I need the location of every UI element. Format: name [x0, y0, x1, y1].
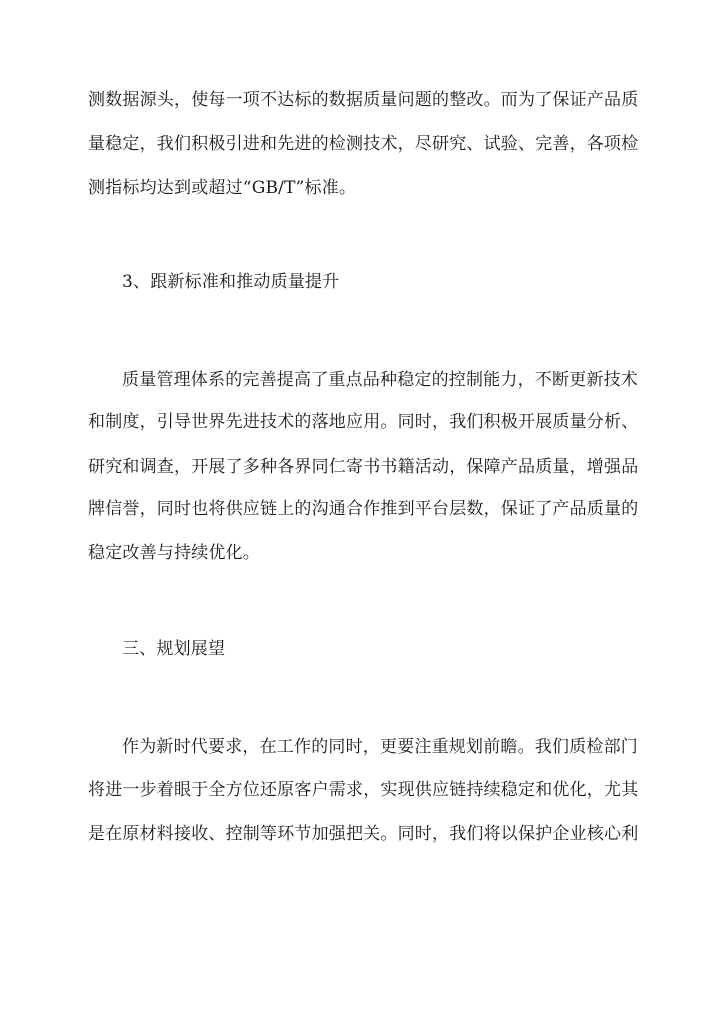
section-heading: 三、规划展望 — [122, 639, 226, 659]
paragraph-2-line-5: 稳定改善与持续优化。 — [88, 543, 260, 563]
paragraph-1-line-1: 测数据源头，使每一项不达标的数据质量问题的整改。而为了保证产品质 — [88, 90, 639, 110]
subsection-heading: 3、跟新标准和推动质量提升 — [122, 272, 340, 292]
paragraph-1-line-3: 测指标均达到或超过“GB/T”标准。 — [88, 178, 357, 198]
paragraph-2-line-3: 研究和调查，开展了多种各界同仁寄书书籍活动，保障产品质量，增强品 — [88, 457, 639, 477]
paragraph-3-line-1: 作为新时代要求，在工作的同时，更要注重规划前瞻。我们质检部门 — [122, 737, 638, 757]
paragraph-2-line-1: 质量管理体系的完善提高了重点品种稳定的控制能力，不断更新技术 — [122, 370, 638, 390]
paragraph-1-line-2: 量稳定，我们积极引进和先进的检测技术，尽研究、试验、完善，各项检 — [88, 134, 639, 154]
paragraph-2-line-2: 和制度，引导世界先进技术的落地应用。同时，我们积极开展质量分析、 — [88, 412, 639, 432]
paragraph-3-line-3: 是在原材料接收、控制等环节加强把关。同时，我们将以保护企业核心利 — [88, 824, 639, 844]
paragraph-3-line-2: 将进一步着眼于全方位还原客户需求，实现供应链持续稳定和优化，尤其 — [88, 780, 639, 800]
paragraph-2-line-4: 牌信誉，同时也将供应链上的沟通合作推到平台层数，保证了产品质量的 — [88, 499, 639, 519]
